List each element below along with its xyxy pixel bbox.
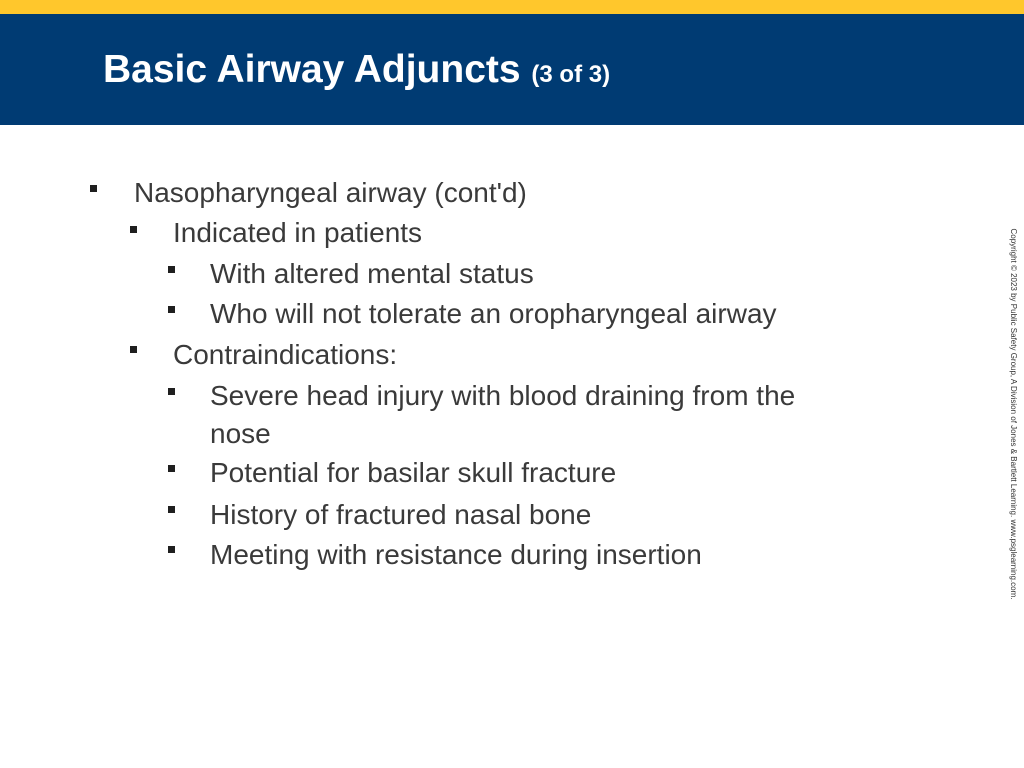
bullet-item-level2: Contraindications: — [173, 339, 398, 370]
slide-title — [103, 48, 610, 97]
copyright-notice: Copyright © 2023 by Public Safety Group, A Division of Jones & Bartlett Learning. www.psglearning.com. — [1009, 228, 1018, 600]
bullet-marker-icon — [168, 546, 175, 553]
bullet-marker-icon — [130, 226, 137, 233]
bullet-marker-icon — [130, 346, 137, 353]
slide-title-sub: (3 of 3) — [531, 61, 611, 88]
bullet-item-level2: Indicated in patients — [173, 217, 423, 248]
bullet-item-level3: Severe head injury with blood draining from the — [210, 380, 796, 411]
accent-stripe — [0, 0, 1024, 14]
bullet-item-level3: Who will not tolerate an oropharyngeal airway — [210, 298, 777, 329]
bullet-marker-icon — [168, 306, 175, 313]
slide-title-main: Basic Airway Adjuncts — [103, 48, 521, 91]
bullet-item-level3: History of fractured nasal bone — [210, 499, 592, 530]
bullet-marker-icon — [168, 506, 175, 513]
bullet-marker-icon — [168, 266, 175, 273]
bullet-item-level3: With altered mental status — [210, 258, 534, 289]
bullet-marker-icon — [168, 465, 175, 472]
bullet-item-level3-continuation: nose — [210, 418, 271, 449]
bullet-marker-icon — [168, 388, 175, 395]
bullet-item-level3: Potential for basilar skull fracture — [210, 457, 617, 488]
bullet-marker-icon — [90, 185, 97, 192]
bullet-item-level3: Meeting with resistance during insertion — [210, 539, 702, 570]
bullet-item-level1: Nasopharyngeal airway (cont'd) — [134, 177, 527, 208]
